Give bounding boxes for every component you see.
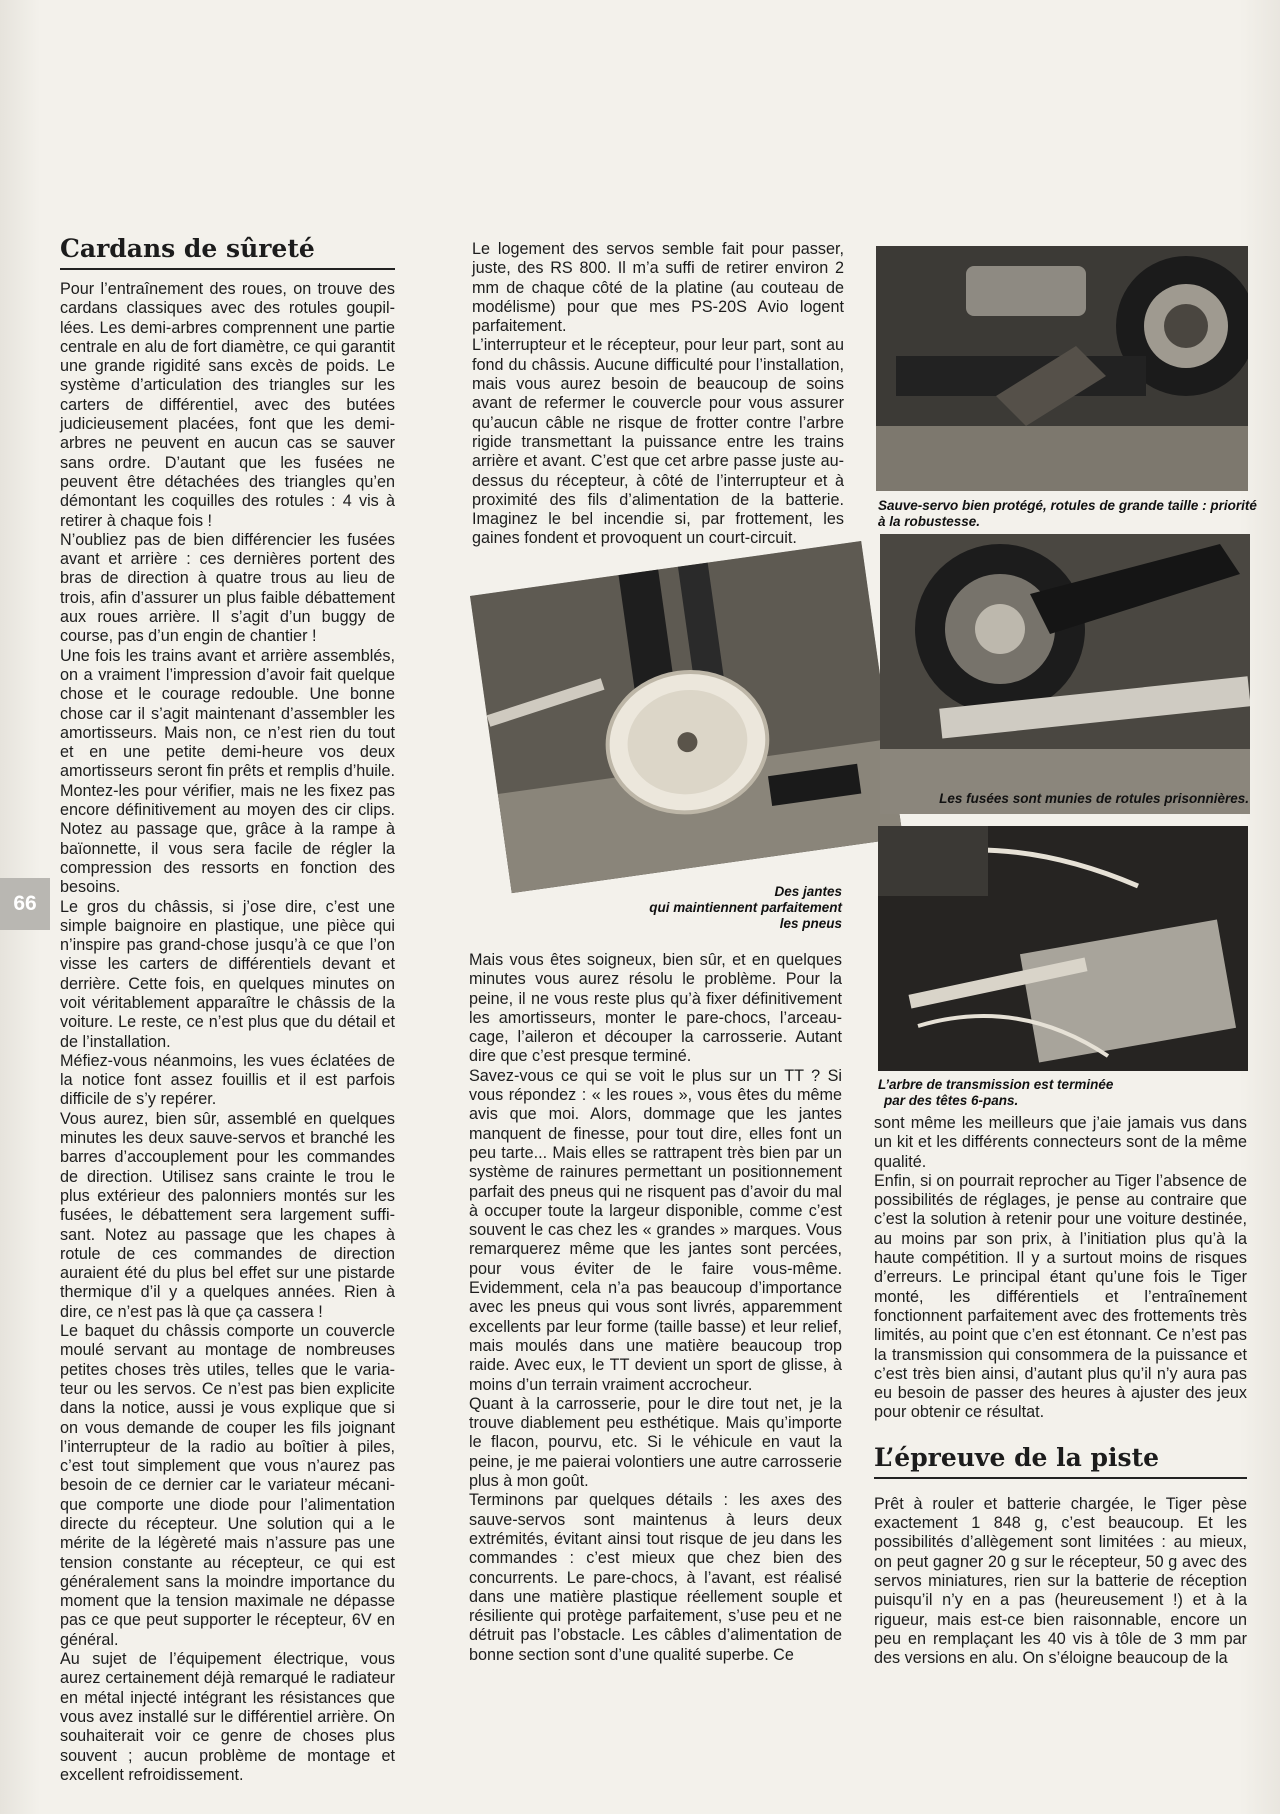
photo-arbre-transmission [878, 826, 1248, 1071]
section-heading-piste: L’épreuve de la piste [874, 1443, 1247, 1479]
paragraph: Méfiez-vous néanmoins, les vues éclatées de la notice font assez fouillis et il est parfois difficile de s’y repérer. [60, 1051, 395, 1109]
paragraph: sont même les meilleurs que j’aie jamais vus dans un kit et les différents connecteurs sont de la même qualité. [874, 1114, 1247, 1171]
paragraph: Le baquet du châssis comporte un couvercle moulé servant au montage de nombreuses petites choses très utiles, telles que le variateur ou les servos. Ce n’est pas bien explicite dans la notice, aussi je vous explique que si on vous demande de couper les fils joignant l’interrupteur de la radio au boîtier à piles, c’est tout simplement que vous n’aurez pas besoin de ce dernier car le variateur mécanique comporte une diode pour l’alimentation directe du récepteur. Une solution qui a le mérite de la légèreté mais n’assure pas une tension constante au récepteur, ce qui est généralement sans la moindre importance du moment que la tension maximale ne dépasse pas ce que peut supporter le récepteur, 6V en général. [60, 1322, 395, 1649]
caption-line: qui maintiennent parfaitement [649, 900, 842, 915]
column-2-bottom [469, 951, 842, 1665]
photo-fusees [880, 534, 1250, 814]
caption-line: les pneus [779, 916, 842, 931]
photo-sauve-servo [876, 246, 1248, 491]
paragraph: Savez-vous ce qui se voit le plus sur un TT ? Si vous répondez : « les roues », vous êtes du même avis que moi. Alors, dommage que les jantes manquent de finesse, pour tout dire, elles font un peu tarte... Mais elles se rattrapent très bien par un système de rainures permettant un positionnement parfait des pneus qui ne risquent pas d’avoir du mal à occuper toute la largeur disponible, comme c’est souvent le cas chez les « grandes » marques. Vous remarquerez même que les jantes sont percées, pour vous éviter de le faire vous-même. Evidemment, cela n’a pas beaucoup d’importance avec les pneus qui vous sont livrés, apparemment excellents par leur forme (taille basse) et leur relief, mais moulés dans une matière beaucoup trop raide. Avec eux, le TT devient un sport de glisse, à moins d’un terrain vraiment accrocheur. [469, 1066, 842, 1394]
caption-jantes [600, 884, 842, 932]
paragraph: Prêt à rouler et batterie chargée, le Tiger pèse exactement 1 848 g, c’est beaucoup. Et les possibilités d’allègement sont limitées : au mieux, on peut gagner 20 g sur le récepteur, 50 g avec des servos miniatures, rien sur la batterie de réception puisqu’il n’y en a pas (heureusement !) et à la rigueur, mais est-ce bien raisonnable, encore un peu en remplaçant les 40 vis à tôle de 3 mm par des versions en alu. On s’éloigne beaucoup de la [874, 1494, 1247, 1668]
paragraph: Enfin, si on pourrait reprocher au Tiger l’absence de possibilités de réglages, je pense au contraire que c’est la solution à retenir pour une voiture destinée, au moins par son prix, à l’initiation plus qu’à la haute compétition. Il y a surtout moins de risques d’erreurs. Le principal étant qu’une fois le Tiger monté, les différentiels et l’entraînement fonctionnent parfaitement avec des frottements très limités, au point que c’en est étonnant. Ce n’est pas la transmission qui consommera de la puissance et c’est très bien ainsi, d’autant plus qu’il n’y aura pas eu besoin de passer des heures à ajuster des jeux pour obtenir ce résultat. [874, 1171, 1247, 1422]
paragraph: Le gros du châssis, si j’ose dire, c’est une simple baignoire en plastique, une pièce qui n’inspire pas grand-chose jusqu’à ce que l’on visse les carters de différentiels devant et derrière. Cette fois, en quelques minutes on voit véritablement apparaître le châssis de la voiture. Le reste, ce n’est plus que du détail et de l’installation. [60, 897, 395, 1051]
paragraph: N’oubliez pas de bien différencier les fusées avant et arrière : ces dernières portent des bras de direction à quatre trous au lieu de trois, afin d’assurer un plus faible débattement aux roues arrière. Il s’agit d’un buggy de course, pas d’un engin de chantier ! [60, 530, 395, 646]
caption-arbre [878, 1077, 1248, 1109]
paragraph: Vous aurez, bien sûr, assemblé en quelques minutes les deux sauve-servos et branché les barres d’accouplement pour les commandes de direction. Utilisez sans crainte le trou le plus extérieur des palonniers montés sur les fusées, le débattement sera largement suffisant. Notez au passage que les chapes à rotule de ces commandes de direction auraient été du plus bel effet sur une pistarde thermique d’il y a quelques années. Rien à dire, ce n’est pas là que ça cassera ! [60, 1109, 395, 1321]
page-number-tab: 66 [0, 878, 50, 930]
column-2-top [472, 240, 844, 549]
paragraph: Pour l’entraînement des roues, on trouve des cardans classiques avec des rotules goupillées. Les demi-arbres comprennent une partie centrale en alu de fort diamètre, ce qui garantit une grande rigidité sans excès de poids. Le système d’articulation des triangles sur les carters de différentiel, avec des butées judicieusement placées, font que les demi-arbres ne peuvent en aucun cas se sauver sans ordre. D’autant que les fusées ne peuvent être détachées des triangles qu’en démontant les coquilles des rotules : 4 vis à retirer à chaque fois ! [60, 280, 395, 530]
caption-line: par des têtes 6-pans. [884, 1093, 1019, 1108]
paragraph: Quant à la carrosserie, pour le dire tout net, je la trouve diablement peu esthétique. Mais qu’importe le flacon, pourvu, etc. Si le véhicule en vaut la peine, je me paierai volontiers une autre carrosserie plus à mon goût. [469, 1394, 842, 1491]
paragraph: L’interrupteur et le récepteur, pour leur part, sont au fond du châssis. Aucune difficulté pour l’installation, mais vous aurez besoin de beaucoup de soins avant de refermer le couvercle pour vous assurer qu’aucun câble ne risque de frotter contre l’arbre rigide transmettant la puissance entre les trains arrière et avant. C’est que cet arbre passe juste audessus du récepteur, à côté de l’interrupteur et à proximité des fils d’alimentation de la batterie. Imaginez le bel incendie si, par frottement, les gaines fondent et provoquent un court-circuit. [472, 336, 844, 548]
caption-fusees: Les fusées sont munies de rotules prisonnières. [939, 791, 1249, 806]
column-1 [60, 234, 395, 1785]
photo-wheel-rim [470, 541, 903, 893]
section-heading-cardans: Cardans de sûreté [60, 234, 395, 270]
column-3 [874, 1114, 1247, 1668]
caption-line: Des jantes [774, 884, 842, 899]
paragraph: Terminons par quelques détails : les axes des sauve-servos sont maintenus à leurs deux extrémités, évitant ainsi tout risque de jeu dans les commandes : c’est mieux que chez bien des concurrents. Le pare-chocs, à l’avant, est réalisé dans une matière plastique réellement souple et résiliente qui protège parfaitement, s’use peu et ne détruit pas l’obstacle. Les câbles d’alimentation de bonne section sont d’une qualité superbe. Ce [469, 1491, 842, 1664]
paragraph: Une fois les trains avant et arrière assemblés, on a vraiment l’impression d’avoir fait quelque chose et le courage redouble. Une bonne chose car il s’agit maintenant d’assembler les amortisseurs. Mais non, ce n’est rien du tout et en une petite demi-heure vos deux amortisseurs seront fin prêts et remplis d’huile. Montez-les pour vérifier, mais ne les fixez pas encore définitivement au moyen des cir clips. Notez au passage que, grâce à la rampe à baïonnette, il vous sera facile de régler la compression des ressorts en fonction des besoins. [60, 646, 395, 897]
caption-line: L’arbre de transmission est terminée [878, 1077, 1114, 1092]
caption-sauve-servo: Sauve-servo bien protégé, rotules de grande taille : priorité à la robustesse. [878, 498, 1257, 529]
paragraph: Le logement des servos semble fait pour passer, juste, des RS 800. Il m’a suffi de retirer environ 2 mm de chaque côté de la platine (au couteau de modélisme) pour que mes PS-20S Avio logent parfaitement. [472, 240, 844, 336]
paragraph: Au sujet de l’équipement électrique, vous aurez certainement déjà remarqué le radiateur en métal injecté intégrant les résistances que vous avez installé sur le différentiel arrière. On souhaiterait voir ce genre de choses plus souvent ; aucun problème de montage et excellent refroidissement. [60, 1650, 395, 1784]
paragraph: Mais vous êtes soigneux, bien sûr, et en quelques minutes vous aurez résolu le problème. Pour la peine, il ne vous reste plus qu’à fixer définitivement les amortisseurs, monter le pare-chocs, l’arceau-cage, l’aileron et découper la carrosserie. Autant dire que c’est presque terminé. [469, 951, 842, 1066]
